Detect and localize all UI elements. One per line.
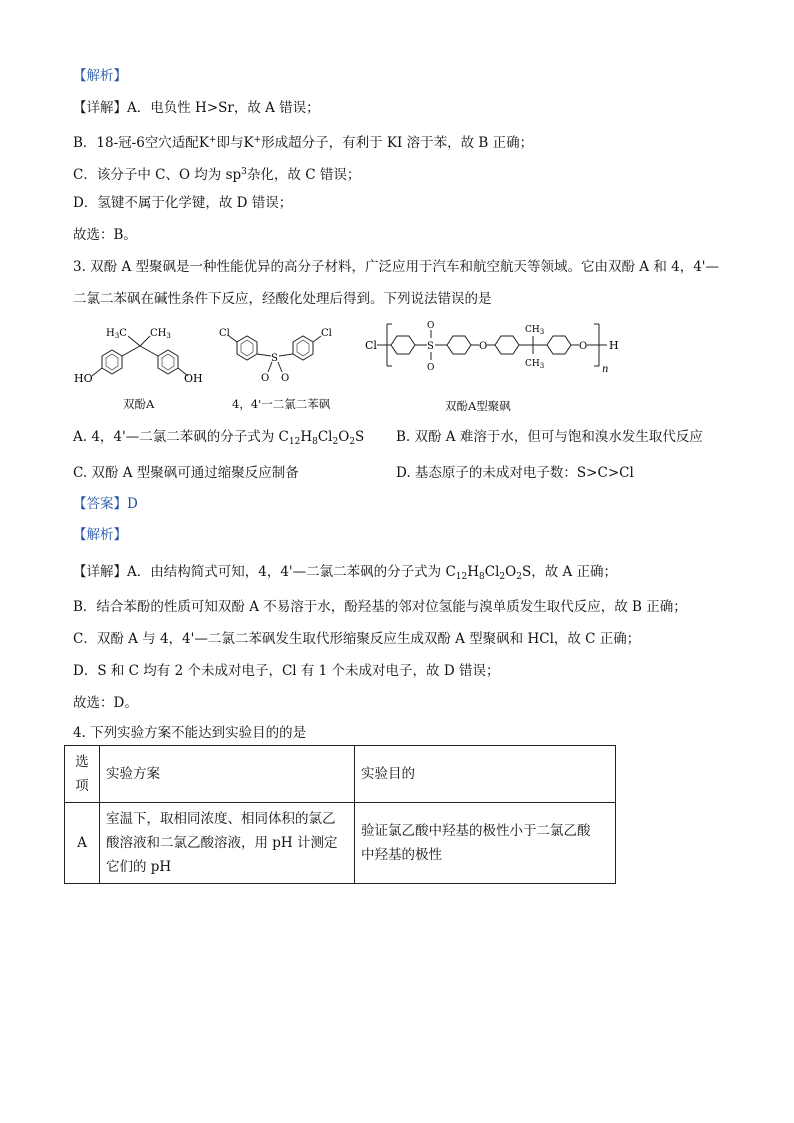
poly-o-top: O xyxy=(427,321,435,331)
q3-detail-a xyxy=(73,562,617,587)
poly-s-label: S xyxy=(427,341,434,352)
q3-detail-c: C．双酚 A 与 4，4'—二氯二苯砜发生取代形缩聚反应生成双酚 A 型聚砜和 HCl，故 C 正确； xyxy=(73,631,641,647)
q2-choice: 故选：B。 xyxy=(73,227,137,243)
sulfone-label: 4，4'一二氯二苯砜 xyxy=(232,397,331,411)
table-row xyxy=(65,803,616,884)
q3-detail-a-pre: 【详解】A．由结构简式可知，4，4'—二氯二苯砜的分子式为 xyxy=(73,564,442,580)
bisphenol-a-structure xyxy=(70,318,210,393)
q3-detail-b: B．结合苯酚的性质可知双酚 A 不易溶于水，酚羟基的邻对位氢能与溴单质发生取代反应，故 B 正确； xyxy=(73,599,687,615)
poly-ether-o1: O xyxy=(479,341,488,352)
row-plan: 室温下，取相同浓度、相同体积的氯乙 酸溶液和二氯乙酸溶液，用 pH 计测定 它们的 pH xyxy=(100,803,355,884)
poly-n-label: n xyxy=(602,364,609,375)
option-a xyxy=(73,427,364,452)
header-plan: 实验方案 xyxy=(100,746,355,803)
q2-b-mid: 即与 xyxy=(216,135,244,151)
s-label: S xyxy=(271,353,278,364)
option-b: B. 双酚 A 难溶于水，但可与饱和溴水发生取代反应 xyxy=(396,429,703,445)
q2-c-post: 杂化，故 C 错误； xyxy=(246,167,361,183)
header-option: 选 项 xyxy=(65,746,100,803)
option-a-text: A. 4，4'—二氯二苯砜的分子式为 xyxy=(73,429,275,445)
q2-detail-b: B．18-冠-6空穴适配K+即与K+形成超分子，有利于 KI 溶于苯，故 B 正确； xyxy=(73,135,534,151)
q3-detail-d: D．S 和 C 均有 2 个未成对电子，Cl 有 1 个未成对电子，故 D 错误； xyxy=(73,663,500,679)
experiment-table xyxy=(64,745,616,884)
oh-label: OH xyxy=(184,372,203,385)
q2-b-post: 形成超分子，有利于 KI 溶于苯，故 B 正确； xyxy=(261,135,534,151)
polysulfone-structure xyxy=(365,314,630,394)
formula-option-a: $C_{12}H_8Cl_2O_2S$ xyxy=(278,429,365,447)
poly-ether-o2: O xyxy=(579,341,588,352)
cl-label-right: Cl xyxy=(321,328,332,339)
poly-ch3-top: $CH_3$ xyxy=(525,325,545,336)
h3c-label: $H_3C$ xyxy=(106,328,127,340)
q2-detail-d: D．氢键不属于化学键，故 D 错误； xyxy=(73,195,293,211)
q3-detail-a-post: ，故 A 正确； xyxy=(531,564,618,580)
poly-ch3-bottom: $CH_3$ xyxy=(525,359,545,370)
row-goal: 验证氯乙酸中羟基的极性小于二氯乙酸 中羟基的极性 xyxy=(355,803,616,884)
table-header-row xyxy=(65,746,616,803)
option-c: C. 双酚 A 型聚砜可通过缩聚反应制备 xyxy=(73,465,299,481)
ho-label: HO xyxy=(74,372,93,385)
analysis-tag-q3: 【解析】 xyxy=(73,527,127,543)
q3-stem-line2: 二氯二苯砜在碱性条件下反应，经酸化处理后得到。下列说法错误的是 xyxy=(73,291,492,307)
header-goal: 实验目的 xyxy=(355,746,616,803)
poly-cl-label: Cl xyxy=(365,339,377,352)
poly-h-label: H xyxy=(609,339,619,352)
option-d: D. 基态原子的未成对电子数：S>C>Cl xyxy=(396,465,634,481)
answer-q3: 【答案】D xyxy=(73,496,138,512)
o-label-right: O xyxy=(281,373,290,384)
potassium-ion-2: K xyxy=(243,135,254,151)
q2-detail-a: 【详解】A．电负性 H>Sr，故 A 错误； xyxy=(73,100,320,116)
analysis-tag-q2: 【解析】 xyxy=(73,68,127,84)
q2-detail-c xyxy=(73,162,360,185)
q2-c-sup: 3 xyxy=(241,167,247,177)
formula-detail-a: $C_{12}H_8Cl_2O_2S$ xyxy=(445,564,532,582)
q3-choice: 故选：D。 xyxy=(73,695,138,711)
q3-stem-line1: 3. 双酚 A 型聚砜是一种性能优异的高分子材料，广泛应用于汽车和航空航天等领域。它由双酚 A 和 4，4'— xyxy=(73,259,720,275)
poly-o-bottom: O xyxy=(427,363,435,373)
q2-c-pre: C．该分子中 C、O 均为 sp xyxy=(73,167,242,183)
row-option: A xyxy=(65,803,100,884)
cl-label-left: Cl xyxy=(219,328,230,339)
dichlorodiphenyl-sulfone-structure xyxy=(215,318,355,393)
bisphenol-a-label: 双酚A xyxy=(123,397,155,411)
polysulfone-label: 双酚A型聚砜 xyxy=(445,399,511,413)
ch3-label: $CH_3$ xyxy=(150,328,171,340)
q4-stem: 4. 下列实验方案不能达到实验目的的是 xyxy=(73,725,307,741)
q2-b-pre: B．18-冠-6空穴适配 xyxy=(73,135,199,151)
potassium-ion: K xyxy=(198,135,209,151)
o-label-left: O xyxy=(261,373,270,384)
